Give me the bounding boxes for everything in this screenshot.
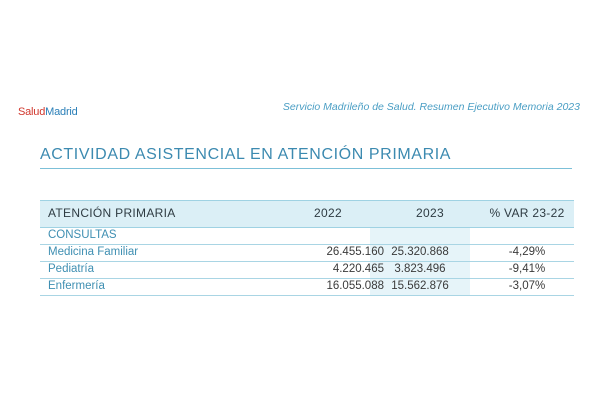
logo-salud-text: Salud <box>18 106 46 118</box>
column-2023-highlight <box>370 228 470 244</box>
table-row <box>40 245 574 262</box>
table-header <box>40 200 574 228</box>
header-2022: 2022 <box>314 206 342 220</box>
value-2022: 4.220.465 <box>332 263 384 275</box>
header-2023: 2023 <box>416 206 444 220</box>
report-header-note: Servicio Madrileño de Salud. Resumen Ejecutivo Memoria 2023 <box>282 101 580 113</box>
value-var: -9,41% <box>508 263 546 275</box>
row-label: Enfermería <box>48 280 105 292</box>
value-2023: 15.562.876 <box>391 280 449 292</box>
section-label: CONSULTAS <box>48 229 117 241</box>
activity-table <box>40 200 574 296</box>
section-row-consultas <box>40 228 574 245</box>
header-var: % VAR 23-22 <box>489 206 565 220</box>
title-divider <box>40 168 572 169</box>
value-var: -3,07% <box>508 280 546 292</box>
value-2022: 26.455.160 <box>326 246 384 258</box>
value-2023: 25.320.868 <box>391 246 449 258</box>
value-var: -4,29% <box>508 246 546 258</box>
logo-madrid-text: Madrid <box>45 106 78 118</box>
saludmadrid-logo <box>18 106 78 118</box>
page-title: ACTIVIDAD ASISTENCIAL EN ATENCIÓN PRIMARIA <box>40 146 452 163</box>
row-label: Pediatría <box>48 263 95 275</box>
table-row <box>40 262 574 279</box>
row-label: Medicina Familiar <box>48 246 139 258</box>
value-2022: 16.055.088 <box>326 280 384 292</box>
value-2023: 3.823.496 <box>394 263 446 275</box>
table-row <box>40 279 574 296</box>
header-atencion-primaria: ATENCIÓN PRIMARIA <box>48 206 176 220</box>
